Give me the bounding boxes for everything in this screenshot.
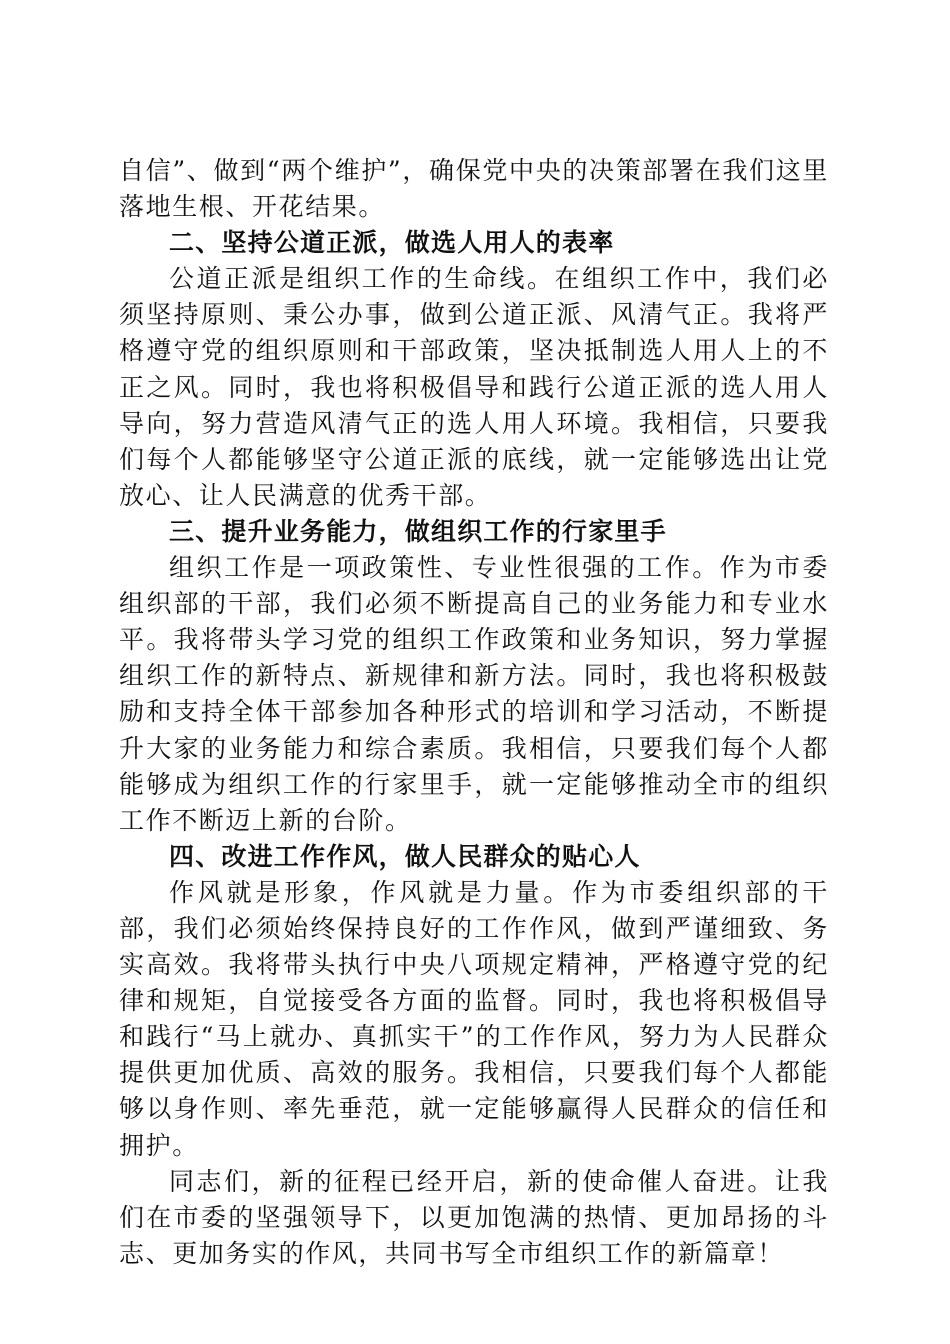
paragraph-section-2: 公道正派是组织工作的生命线。在组织工作中，我们必须坚持原则、秉公办事，做到公道正派、风清气正。我将严格遵守党的组织原则和干部政策，坚决抵制选人用人上的不正之风。同时，我也将积极倡导和践行公道正派的选人用人导向，努力营造风清气正的选人用人环境。我相信，只要我们每个人都能够坚守公道正派的底线，就一定能够选出让党放心、让人民满意的优秀干部。: [119, 264, 829, 510]
section-heading-4: 四、改进工作作风，做人民群众的贴心人: [169, 841, 641, 871]
paragraph-section-4: 作风就是形象，作风就是力量。作为市委组织部的干部，我们必须始终保持良好的工作作风，做到严谨细致、务实高效。我将带头执行中央八项规定精神，严格遵守党的纪律和规矩，自觉接受各方面的监督。同时，我也将积极倡导和践行“马上就办、真抓实干”的工作作风，努力为人民群众提供更加优质、高效的服务。我相信，只要我们每个人都能够以身作则、率先垂范，就一定能够赢得人民群众的信任和拥护。: [119, 877, 829, 1160]
document-body: [119, 153, 829, 1272]
section-heading-3: 三、提升业务能力，做组织工作的行家里手: [169, 516, 667, 546]
section-heading-2: 二、坚持公道正派，做选人用人的表率: [169, 228, 615, 258]
paragraph-closing: 同志们，新的征程已经开启，新的使命催人奋进。让我们在市委的坚强领导下，以更加饱满的热情、更加昂扬的斗志、更加务实的作风，共同书写全市组织工作的新篇章！: [119, 1166, 829, 1268]
paragraph-section-3: 组织工作是一项政策性、专业性很强的工作。作为市委组织部的干部，我们必须不断提高自己的业务能力和专业水平。我将带头学习党的组织工作政策和业务知识，努力掌握组织工作的新特点、新规律和新方法。同时，我也将积极鼓励和支持全体干部参加各种形式的培训和学习活动，不断提升大家的业务能力和综合素质。我相信，只要我们每个人都能够成为组织工作的行家里手，就一定能够推动全市的组织工作不断迈上新的台阶。: [119, 553, 829, 835]
paragraph-continued-intro: 自信”、做到“两个维护”，确保党中央的决策部署在我们这里落地生根、开花结果。: [119, 156, 829, 222]
